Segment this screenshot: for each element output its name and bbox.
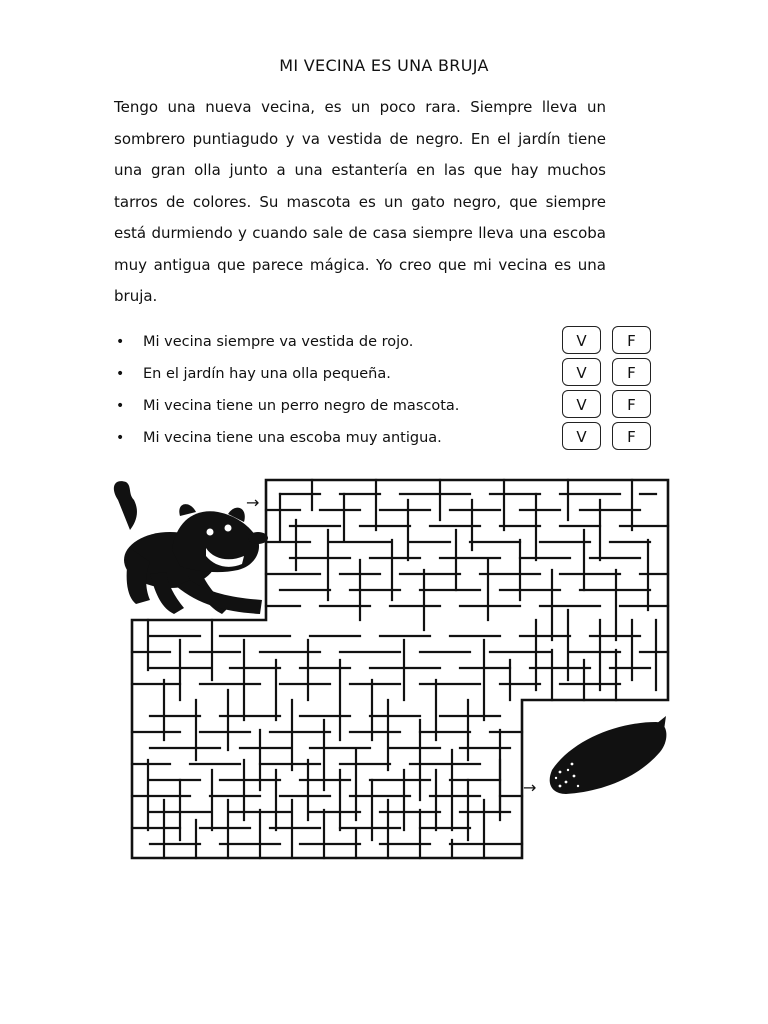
bullet: • [116, 430, 125, 446]
true-box[interactable]: V [562, 326, 601, 354]
bullet: • [116, 334, 125, 350]
statement-text: Mi vecina tiene un perro negro de mascota. [143, 398, 460, 414]
worksheet-title: MI VECINA ES UNA BRUJA [279, 56, 489, 75]
true-box[interactable]: V [562, 390, 601, 418]
start-arrow-icon: → [246, 493, 260, 512]
sausage-icon [550, 716, 667, 794]
end-arrow-icon: → [523, 778, 537, 797]
bullet: • [116, 398, 125, 414]
dog-icon [114, 481, 268, 614]
false-box[interactable]: F [612, 422, 651, 450]
statement-text: Mi vecina siempre va vestida de rojo. [143, 334, 414, 350]
true-box[interactable]: V [562, 422, 601, 450]
true-box[interactable]: V [562, 358, 601, 386]
statement-text: Mi vecina tiene una escoba muy antigua. [143, 430, 442, 446]
false-box[interactable]: F [612, 358, 651, 386]
bullet: • [116, 366, 125, 382]
false-box[interactable]: F [612, 326, 651, 354]
story-paragraph: Tengo una nueva vecina, es un poco rara. Siempre lleva un sombrero puntiagudo y va vestida de negro. En el jardín tiene una gran olla junto a una estantería en las que hay muchos tarros de colores. Su mascota es un gato negro, que siempre está durmiendo y cuando sale de casa siempre lleva una escoba muy antigua que parece mágica. Yo creo que mi vecina es una bruja. [114, 98, 606, 305]
statement-text: En el jardín hay una olla pequeña. [143, 366, 391, 382]
false-box[interactable]: F [612, 390, 651, 418]
